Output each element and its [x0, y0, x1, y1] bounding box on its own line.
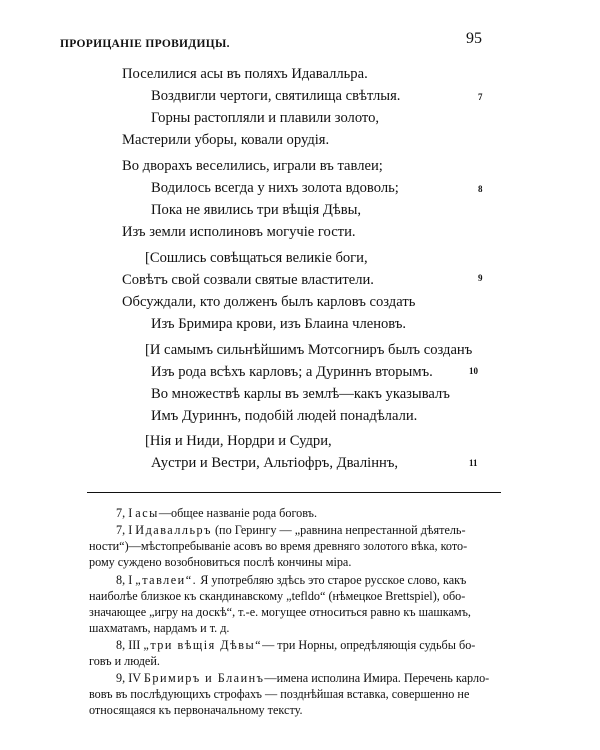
footnote-line: вовъ въ послѣдующихъ строфахъ — позднѣйшая вставка, совершенно не: [89, 687, 470, 701]
stanza-number: 9: [478, 273, 483, 283]
footnote-ref: 7, I: [116, 506, 133, 520]
verse-line: Горны растопляли и плавили золото,: [151, 110, 380, 126]
footnote-term: асы: [135, 506, 159, 520]
footnote-ref: 9, IV: [116, 671, 141, 685]
footnote-ref: 7, I: [116, 523, 133, 537]
footnote-text: —общее названіе рода боговъ.: [158, 506, 318, 520]
running-header: ПРОРИЦАНІЕ ПРОВИДИЦЫ.: [60, 38, 230, 50]
footnote-line: ности“)—мѣстопребываніе асовъ во время древняго золотого вѣка, кото-: [89, 539, 468, 553]
footnote-line: [116, 507, 317, 519]
footnote-line: [116, 672, 489, 684]
verse-line: Изъ земли исполиновъ могучіе гости.: [122, 224, 356, 240]
footnote-line: [116, 639, 475, 651]
footnote-text: (по Герингу — „равнина непрестанной дѣятель-: [214, 523, 466, 537]
stanza-number: 7: [478, 92, 483, 102]
footnote-term: Идавалльръ: [135, 523, 212, 537]
verse-line: Поселилися асы въ поляхъ Идавалльра.: [122, 66, 368, 82]
footnote-ref: 8, I: [116, 573, 133, 587]
footnote-line: значающее „игру на доскѣ“, т.-е. могущее относиться равно къ шашкамъ,: [89, 605, 471, 619]
verse-line: Во дворахъ веселились, играли въ тавлеи;: [122, 158, 383, 174]
footnote-line: относящаяся къ первоначальному тексту.: [89, 703, 303, 717]
stanza-number: 11: [469, 458, 478, 468]
verse-line: [Сошлись совѣщаться великіе боги,: [145, 250, 368, 266]
footnote-line: наиболѣе близкое къ скандинавскому „tefldo“ (нѣмецкое Brettspiel), обо-: [89, 589, 466, 603]
footnote-term: „тавлеи“.: [135, 573, 198, 587]
page-number: 95: [466, 30, 482, 47]
verse-line: Водилось всегда у нихъ золота вдоволь;: [151, 180, 399, 196]
verse-line: Пока не явились три вѣщія Дѣвы,: [151, 202, 362, 218]
verse-line: Мастерили уборы, ковали орудія.: [122, 132, 330, 148]
verse-line: [Нія и Ниди, Нордри и Судри,: [145, 433, 332, 449]
footnote-line: [116, 574, 466, 586]
verse-line: Аустри и Вестри, Альтіофръ, Дваліннъ,: [151, 455, 399, 471]
footnote-separator: [87, 492, 501, 493]
verse-line: Обсуждали, кто долженъ былъ карловъ создать: [122, 294, 416, 310]
verse-line: Совѣтъ свой созвали святые властители.: [122, 272, 374, 288]
footnote-ref: 8, III: [116, 638, 141, 652]
footnote-line: рому суждено возобновиться послѣ кончины міра.: [89, 555, 352, 569]
footnote-line: шахматамъ, нардамъ и т. д.: [89, 621, 230, 635]
footnote-line: говъ и людей.: [89, 654, 160, 668]
verse-line: Имъ Дуриннъ, подобій людей понадѣлали.: [151, 408, 418, 424]
stanza-number: 8: [478, 184, 483, 194]
verse-line: [И самымъ сильнѣйшимъ Мотсогниръ былъ созданъ: [145, 342, 473, 358]
footnote-line: [116, 524, 466, 536]
footnote-term: Бримиръ и Блаинъ: [143, 671, 265, 685]
verse-line: Изъ Бримира крови, изъ Блаина членовъ.: [151, 316, 407, 332]
footnote-text: Я употребляю здѣсь это старое русское слово, какъ: [200, 573, 467, 587]
verse-line: Во множествѣ карлы въ землѣ—какъ указывалъ: [151, 386, 450, 402]
stanza-number: 10: [469, 366, 478, 376]
footnote-text: — три Норны, опредѣляющія судьбы бо-: [262, 638, 476, 652]
verse-line: Воздвигли чертоги, святилища свѣтлыя.: [151, 88, 401, 104]
footnote-term: „три вѣщія Дѣвы“: [143, 638, 263, 652]
footnote-text: —имена исполина Имира. Перечень карло-: [264, 671, 490, 685]
verse-line: Изъ рода всѣхъ карловъ; а Дуриннъ вторымъ.: [151, 364, 433, 380]
